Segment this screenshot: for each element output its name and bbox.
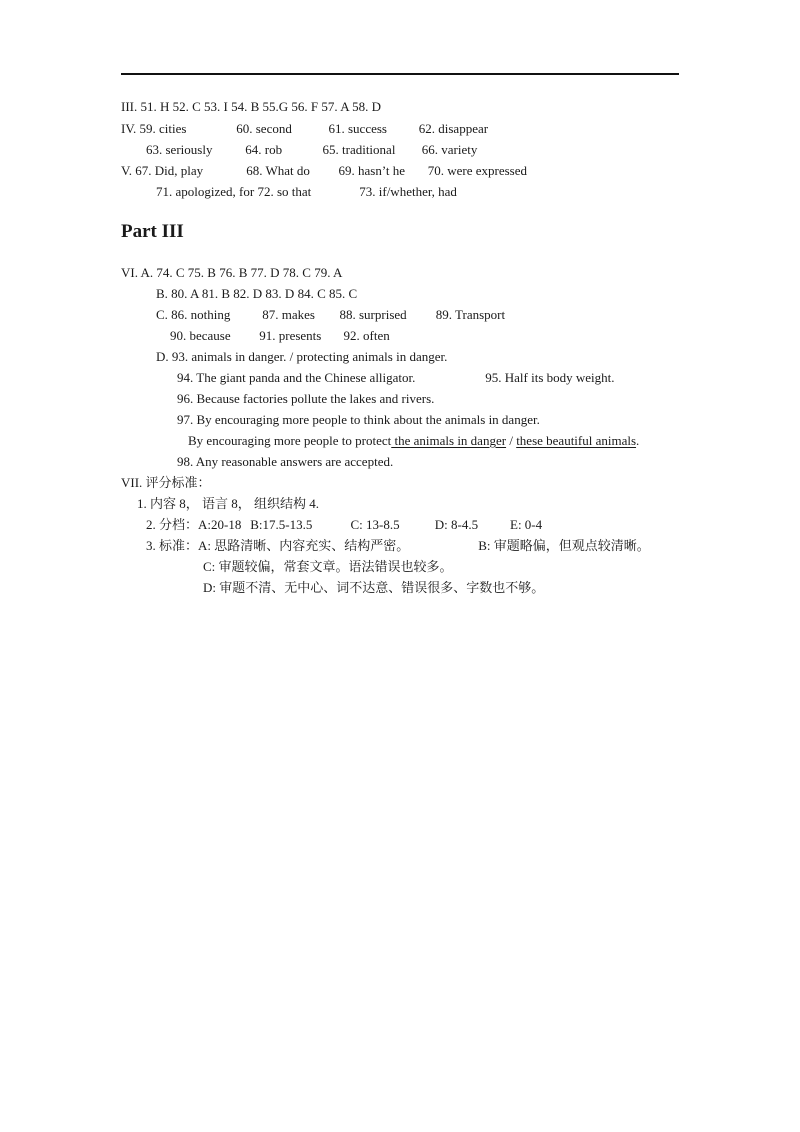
scoring-item-3-c <box>203 559 453 575</box>
answer-line-section-iii <box>121 99 381 115</box>
answer-91: 91. presents <box>259 328 322 343</box>
scoring-item-2 <box>146 517 542 533</box>
criteria-a: 3. 标准：A: 思路清晰、内容充实、结构严密。 <box>146 538 410 553</box>
scoring-item-3-d <box>203 580 544 596</box>
score-composition: 1. 内容 8， 语言 8， 组织结构 4. <box>137 496 320 511</box>
part-heading: Part III <box>121 221 184 242</box>
answer-88: 88. surprised <box>339 307 407 322</box>
answer-59: IV. 59. cities <box>121 121 187 136</box>
answer-line-section-vi-b <box>156 286 357 302</box>
answer-65: 65. traditional <box>322 142 396 157</box>
scoring-heading <box>121 475 211 491</box>
answer-line-section-iv-2 <box>146 142 477 158</box>
answer-86: C. 86. nothing <box>156 307 231 322</box>
answer-60: 60. second <box>236 121 292 136</box>
answer-line-section-iv-1 <box>121 121 488 137</box>
answer-line-section-v-2 <box>156 184 457 200</box>
answer-97: 97. By encouraging more people to think about the animals in danger. <box>177 412 540 427</box>
grade-d-range: D: 8-4.5 <box>434 517 479 532</box>
scoring-item-1 <box>137 496 319 512</box>
answer-64: 64. rob <box>245 142 283 157</box>
criteria-c: C: 审题较偏，常套文章。语法错误也较多。 <box>203 559 453 574</box>
answer-line-section-v-1 <box>121 163 527 179</box>
answer-97-alt-period: . <box>636 433 640 448</box>
grade-a-range: 2. 分档：A:20-18 <box>146 517 242 532</box>
answer-line-section-vi-a <box>121 265 342 281</box>
answer-97-alt-option-2: these beautiful animals <box>516 433 637 448</box>
grade-b-range: B:17.5-13.5 <box>250 517 313 532</box>
answer-97-alt-separator: / <box>506 433 517 448</box>
answer-61: 61. success <box>328 121 387 136</box>
answer-63: 63. seriously <box>146 142 213 157</box>
criteria-b: B: 审题略偏，但观点较清晰。 <box>478 538 650 553</box>
answer-line-97-alt <box>188 433 639 449</box>
answer-line-94-95 <box>177 370 615 386</box>
grade-e-range: E: 0-4 <box>510 517 543 532</box>
answers-51-58: III. 51. H 52. C 53. I 54. B 55.G 56. F 57. A 58. D <box>121 99 382 114</box>
answer-line-section-vi-c-1 <box>156 307 505 323</box>
grade-c-range: C: 13-8.5 <box>350 517 400 532</box>
answer-62: 62. disappear <box>418 121 489 136</box>
answer-96: 96. Because factories pollute the lakes and rivers. <box>177 391 435 406</box>
answer-67: V. 67. Did, play <box>121 163 204 178</box>
answer-line-section-vi-c-2 <box>170 328 390 344</box>
header-rule <box>121 73 679 75</box>
answers-71-72: 71. apologized, for 72. so that <box>156 184 312 199</box>
answer-95: 95. Half its body weight. <box>485 370 615 385</box>
answer-87: 87. makes <box>262 307 315 322</box>
answers-80-85: B. 80. A 81. B 82. D 83. D 84. C 85. C <box>156 286 358 301</box>
section-vii-title: VII. 评分标准： <box>121 475 211 490</box>
answers-74-79: VI. A. 74. C 75. B 76. B 77. D 78. C 79. A <box>121 265 343 280</box>
answer-70: 70. were expressed <box>427 163 528 178</box>
answer-line-98 <box>177 454 393 470</box>
answer-92: 92. often <box>343 328 390 343</box>
answer-93: D. 93. animals in danger. / protecting animals in danger. <box>156 349 448 364</box>
answer-94: 94. The giant panda and the Chinese alligator. <box>177 370 416 385</box>
answer-line-section-vi-d <box>156 349 447 365</box>
answer-68: 68. What do <box>246 163 310 178</box>
answer-73: 73. if/whether, had <box>359 184 457 199</box>
answer-97-alt-prefix: By encouraging more people to protect <box>188 433 392 448</box>
answer-98: 98. Any reasonable answers are accepted. <box>177 454 394 469</box>
answer-66: 66. variety <box>421 142 478 157</box>
answer-line-97 <box>177 412 540 428</box>
answer-line-96 <box>177 391 434 407</box>
answer-89: 89. Transport <box>435 307 506 322</box>
criteria-d: D: 审题不清、无中心、词不达意、错误很多、字数也不够。 <box>203 580 545 595</box>
scoring-item-3 <box>146 538 650 554</box>
answer-90: 90. because <box>170 328 231 343</box>
answer-69: 69. hasn’t he <box>338 163 406 178</box>
answer-97-alt-option-1: the animals in danger <box>391 433 507 448</box>
